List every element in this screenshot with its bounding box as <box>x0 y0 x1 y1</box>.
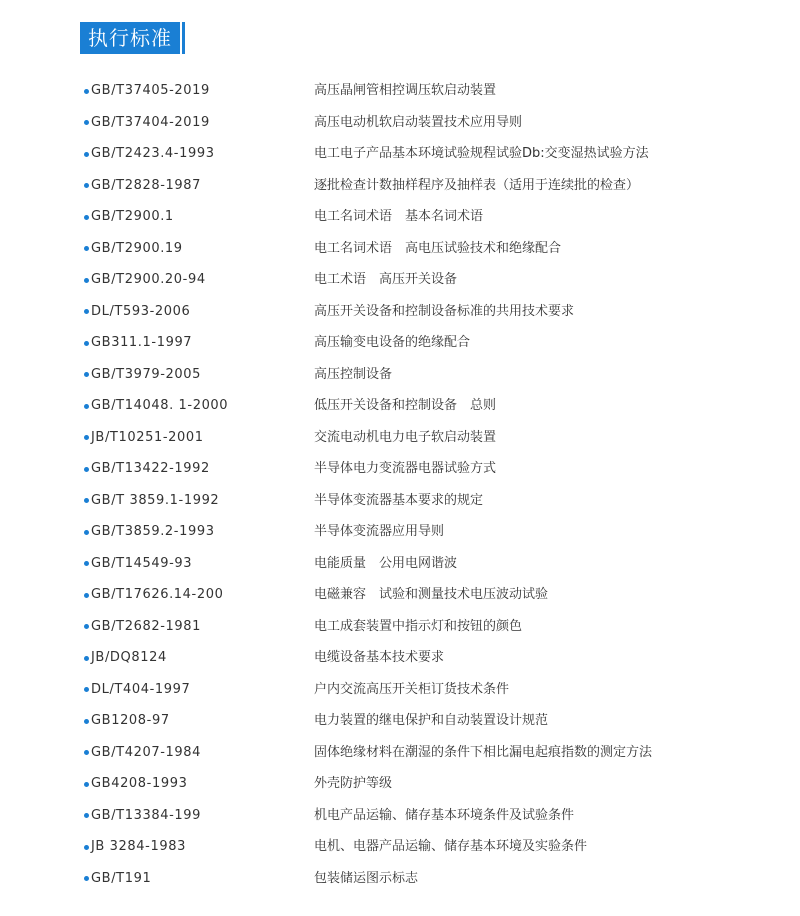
standard-code: GB/T 3859.1-1992 <box>91 492 220 508</box>
standard-title: 高压控制设备 <box>314 366 393 382</box>
standard-code: GB/T3979-2005 <box>91 366 201 382</box>
standard-title: 机电产品运输、储存基本环境条件及试验条件 <box>314 807 575 823</box>
standard-title: 高压输变电设备的绝缘配合 <box>314 335 471 350</box>
standard-row <box>0 800 800 832</box>
standards-list <box>0 75 800 894</box>
blue-dot-icon <box>84 435 89 440</box>
standard-code: JB/T10251-2001 <box>91 429 204 445</box>
blue-dot-icon <box>84 246 89 251</box>
blue-dot-icon <box>84 530 89 535</box>
standard-row <box>0 485 800 517</box>
standard-row <box>0 579 800 611</box>
standard-code: DL/T404-1997 <box>91 681 191 697</box>
standard-row <box>0 296 800 328</box>
standard-code: GB/T37405-2019 <box>91 83 210 98</box>
standard-code: GB/T191 <box>91 870 152 886</box>
standard-code: GB4208-1993 <box>91 776 188 791</box>
blue-dot-icon <box>84 876 89 881</box>
standard-row <box>0 359 800 391</box>
section-title: 执行标准 <box>80 22 180 54</box>
standard-row <box>0 737 800 769</box>
standard-row <box>0 768 800 800</box>
blue-dot-icon <box>84 624 89 629</box>
standard-title: 电机、电器产品运输、储存基本环境及实验条件 <box>314 839 588 854</box>
standard-row <box>0 233 800 265</box>
standard-code: GB311.1-1997 <box>91 335 193 350</box>
standard-title: 电工电子产品基本环境试验规程试验Db:交变湿热试验方法 <box>314 146 649 161</box>
standard-row <box>0 642 800 674</box>
standard-row <box>0 201 800 233</box>
standard-code: GB/T17626.14-200 <box>91 587 224 602</box>
blue-dot-icon <box>84 687 89 692</box>
standard-code: GB1208-97 <box>91 713 170 728</box>
standard-row <box>0 611 800 643</box>
standard-row <box>0 264 800 296</box>
standard-code: GB/T37404-2019 <box>91 114 210 130</box>
blue-dot-icon <box>84 183 89 188</box>
standard-code: GB/T2682-1981 <box>91 618 201 634</box>
standard-row <box>0 170 800 202</box>
standard-title: 电能质量 公用电网谐波 <box>314 555 458 571</box>
blue-dot-icon <box>84 89 89 94</box>
standard-code: DL/T593-2006 <box>91 303 191 319</box>
standard-row <box>0 453 800 485</box>
standard-row <box>0 327 800 359</box>
blue-dot-icon <box>84 215 89 220</box>
blue-dot-icon <box>84 309 89 314</box>
standard-title: 高压电动机软启动装置技术应用导则 <box>314 114 523 130</box>
blue-dot-icon <box>84 120 89 125</box>
blue-dot-icon <box>84 498 89 503</box>
blue-dot-icon <box>84 278 89 283</box>
standard-title: 电磁兼容 试验和测量技术电压波动试验 <box>314 587 549 602</box>
standard-title: 低压开关设备和控制设备 总则 <box>314 398 497 413</box>
standard-code: JB 3284-1983 <box>91 839 186 854</box>
standard-title: 外壳防护等级 <box>314 776 393 791</box>
blue-dot-icon <box>84 813 89 818</box>
standard-code: GB/T4207-1984 <box>91 744 201 760</box>
standard-row <box>0 107 800 139</box>
blue-dot-icon <box>84 372 89 377</box>
standard-row <box>0 75 800 107</box>
blue-dot-icon <box>84 656 89 661</box>
standard-row <box>0 422 800 454</box>
blue-dot-icon <box>84 152 89 157</box>
standard-title: 电缆设备基本技术要求 <box>314 650 445 665</box>
standard-row <box>0 863 800 895</box>
standard-row <box>0 674 800 706</box>
standard-title: 半导体电力变流器电器试验方式 <box>314 461 497 476</box>
section-header <box>80 22 185 54</box>
standard-title: 半导体变流器应用导则 <box>314 524 445 539</box>
standard-title: 包装储运图示标志 <box>314 870 419 886</box>
standard-title: 电工名词术语 基本名词术语 <box>314 209 484 224</box>
standard-title: 电工名词术语 高电压试验技术和绝缘配合 <box>314 240 562 256</box>
standard-row <box>0 831 800 863</box>
standard-code: GB/T2900.19 <box>91 240 183 256</box>
blue-dot-icon <box>84 719 89 724</box>
standard-row <box>0 390 800 422</box>
standard-title: 电工成套装置中指示灯和按钮的颜色 <box>314 618 523 634</box>
blue-dot-icon <box>84 404 89 409</box>
standard-row <box>0 516 800 548</box>
standard-code: GB/T14549-93 <box>91 555 193 571</box>
blue-dot-icon <box>84 593 89 598</box>
standard-code: GB/T2900.20-94 <box>91 272 206 287</box>
standard-row <box>0 138 800 170</box>
blue-dot-icon <box>84 467 89 472</box>
standard-title: 逐批检查计数抽样程序及抽样表（适用于连续批的检查） <box>314 177 640 193</box>
standard-code: GB/T3859.2-1993 <box>91 524 215 539</box>
standard-code: GB/T13384-199 <box>91 807 201 823</box>
standard-row <box>0 705 800 737</box>
standard-title: 交流电动机电力电子软启动装置 <box>314 429 497 445</box>
blue-dot-icon <box>84 341 89 346</box>
blue-dot-icon <box>84 845 89 850</box>
standard-code: GB/T2828-1987 <box>91 177 201 193</box>
standard-code: GB/T2900.1 <box>91 209 174 224</box>
blue-dot-icon <box>84 750 89 755</box>
standard-title: 固体绝缘材料在潮湿的条件下相比漏电起痕指数的测定方法 <box>314 744 653 760</box>
standard-code: JB/DQ8124 <box>91 650 167 665</box>
standard-title: 高压开关设备和控制设备标准的共用技术要求 <box>314 303 575 319</box>
standard-title: 半导体变流器基本要求的规定 <box>314 492 484 508</box>
standard-code: GB/T2423.4-1993 <box>91 146 215 161</box>
standard-title: 户内交流高压开关柜订货技术条件 <box>314 681 510 697</box>
standard-code: GB/T13422-1992 <box>91 461 210 476</box>
blue-dot-icon <box>84 561 89 566</box>
standard-row <box>0 548 800 580</box>
header-accent-bar <box>182 22 185 54</box>
standard-title: 电工术语 高压开关设备 <box>314 272 458 287</box>
standard-title: 电力装置的继电保护和自动装置设计规范 <box>314 713 549 728</box>
standard-code: GB/T14048. 1-2000 <box>91 398 229 413</box>
blue-dot-icon <box>84 782 89 787</box>
standard-title: 高压晶闸管相控调压软启动装置 <box>314 83 497 98</box>
